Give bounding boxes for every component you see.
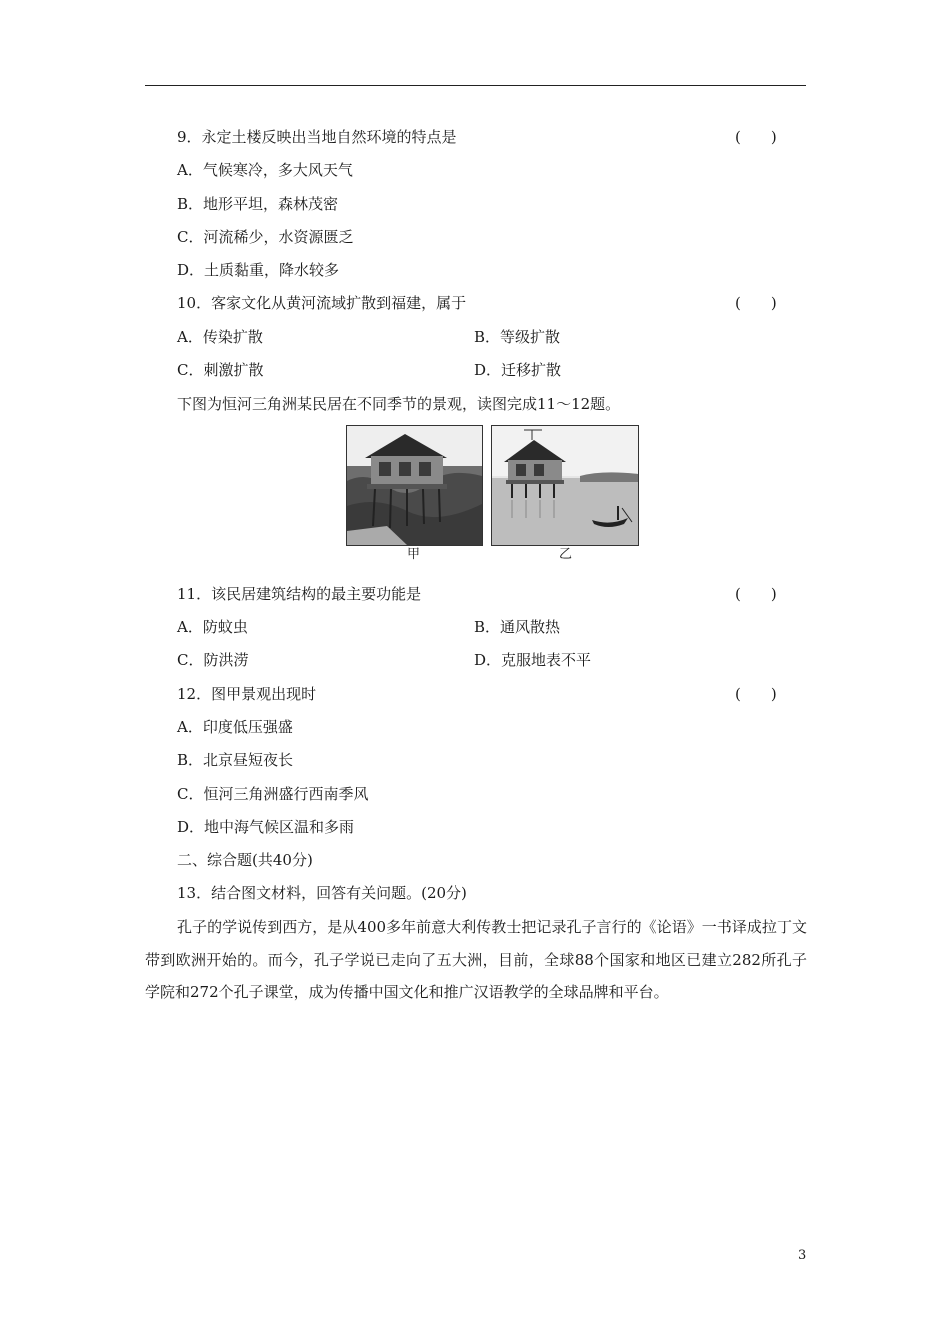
q10-stem: 10．客家文化从黄河流域扩散到福建，属于 [177, 294, 467, 312]
section-2-heading: 二、综合题(共40分) [177, 851, 313, 869]
q11-stem: 11．该民居建筑结构的最主要功能是 [177, 585, 422, 603]
q11-option-b: B．通风散热 [474, 618, 561, 636]
q9-option-d: D．土质黏重，降水较多 [177, 261, 340, 279]
q9-answer-blank: ( ) [735, 128, 777, 146]
q11-option-a: A．防蚊虫 [177, 618, 248, 636]
q12-option-c: C．恒河三角洲盛行西南季风 [177, 785, 369, 803]
q12-answer-blank: ( ) [735, 685, 777, 703]
q9-option-b: B．地形平坦，森林茂密 [177, 195, 339, 213]
q10-option-a: A．传染扩散 [177, 328, 263, 346]
q10-option-c: C．刺激扩散 [177, 361, 264, 379]
q9-stem: 9．永定土楼反映出当地自然环境的特点是 [177, 128, 457, 146]
q10-answer-blank: ( ) [735, 294, 777, 312]
q11-option-c: C．防洪涝 [177, 651, 249, 669]
q12-stem: 12．图甲景观出现时 [177, 685, 317, 703]
q11-12-intro: 下图为恒河三角洲某民居在不同季节的景观，读图完成11～12题。 [177, 395, 621, 413]
q12-option-b: B．北京昼短夜长 [177, 751, 294, 769]
figure-yi-photo [491, 425, 639, 546]
q9-option-a: A．气候寒冷，多大风天气 [177, 161, 353, 179]
q9-option-c: C．河流稀少，水资源匮乏 [177, 228, 354, 246]
q11-answer-blank: ( ) [735, 585, 777, 603]
q10-option-b: B．等级扩散 [474, 328, 561, 346]
q11-option-d: D．克服地表不平 [474, 651, 592, 669]
q10-option-d: D．迁移扩散 [474, 361, 562, 379]
header-rule [145, 85, 806, 86]
q12-option-a: A．印度低压强盛 [177, 718, 293, 736]
q13-passage: 孔子的学说传到西方，是从400多年前意大利传教士把记录孔子言行的《论语》一书译成拉丁文带到欧洲开始的。而今，孔子学说已走向了五大洲，目前，全球88个国家和地区已建立282所孔子学院和272个孔子课堂，成为传播中国文化和推广汉语教学的全球品牌和平台。 [145, 918, 807, 1001]
q12-option-d: D．地中海气候区温和多雨 [177, 818, 355, 836]
figure-jia-photo [346, 425, 483, 546]
q13-stem: 13．结合图文材料，回答有关问题。(20分) [177, 884, 467, 902]
page-number: 3 [798, 1248, 807, 1263]
figure-caption-jia: 甲 [407, 547, 421, 562]
figure-caption-yi: 乙 [559, 547, 573, 562]
